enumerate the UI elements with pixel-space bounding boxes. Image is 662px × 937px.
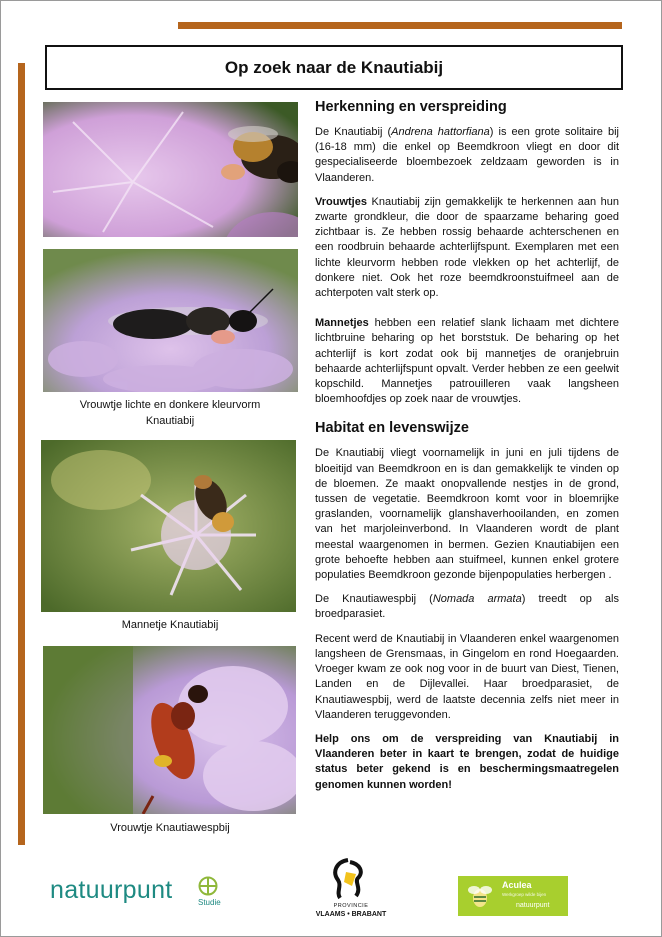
s1p1-latin-name: Andrena hattorfiana [391,126,490,138]
section1-paragraph1 [315,125,619,186]
bee-icon [464,880,496,912]
section2-paragraph1: De Knautiabij vliegt voornamelijk in juni en juli tijdens de bloeitijd van Beemdkroon en is dan gemakkelijk te vinden op de bloemen. Ze maakt onopvallende nestjes in de grond, tussen de vegetatie. Beemdkroon komt voor in bloemrijke graslanden, voornamelijk glanshaverhooilanden, en zomen van het marjoleinverbond. In Vlaanderen wordt de plant meestal waargenomen in bermen. Gezien Knautiabijen een grote behoefte hebben aan stuifmeel, kunnen enkel grotere populaties Beemdkroon gezonde bijenpopulaties herbergen . [315,447,619,582]
photo-male [41,440,296,612]
caption-male: Mannetje Knautiabij [121,619,219,631]
aculea-label: Aculea [502,880,532,890]
s1p3-text: hebben een relatief slank lichaam met dichtere lichtbruine beharing op het borststuk. De beharing op het achterlijf is kort zodat ook bij mannetjes de oranjebruin behaarde achterlijfspunt opvalt. Verder hebben ze een geelwit kopschild. Mannetjes patrouilleren vaak langsheen bloemhoofdjes op zoek naar de vrouwtjes. [315,317,619,406]
s1p1-text-b: ) is een grote solitaire bij (16-18 mm) die enkel op Beemdkroon vliegt en door dit gespecialiseerde bloembezoek zeldzaam geworden is in Vlaanderen. [315,126,619,184]
s1p2-bold: Vrouwtjes [315,195,367,208]
provincie-label-line2: VLAAMS • BRABANT [315,911,387,918]
photo-female-light [43,102,298,237]
s1p1-text-a: De Knautiabij ( [315,126,392,138]
provincie-emblem-icon [326,856,370,900]
aculea-natuurpunt-label: natuurpunt [516,902,550,909]
s2p2-latin-name: Nomada armata [432,593,522,606]
title-box [45,45,623,90]
caption-female-line2: Knautiabij [145,415,195,427]
natuurpunt-studie-logo [50,876,230,916]
provincie-label-line1: PROVINCIE [333,903,369,909]
s1p3-bold: Mannetjes [315,317,369,330]
section2-call-to-action: Help ons om de verspreiding van Knautiabij in Vlaanderen beter in kaart te brengen, zodat de huidige status beter gekend is en beschermingsmaatregelen genomen kunnen worden! [315,732,619,791]
s2p2-text-b: ) treedt op als broedparasiet. [315,593,619,621]
page-title: Op zoek naar de Knautiabij [224,57,444,77]
aculea-logo [458,876,568,916]
section2-paragraph2 [315,592,619,622]
caption-female-line1: Vrouwtje lichte en donkere kleurvorm [79,399,261,411]
photo-parasite [43,646,296,814]
caption-parasite: Vrouwtje Knautiawespbij [110,822,230,834]
natuurpunt-wordmark: natuurpunt [50,876,173,904]
section2-paragraph3: Recent werd de Knautiabij in Vlaanderen enkel waargenomen langsheen de Grensmaas, in Gingelom en rond Hoegaarden. Vroeger kwam ze ook nog voor in de buurt van Diest, Tienen, Landen en de Dijlevallei. Haar broedparasiet, de Knautiawespbij, werd de laatste decennia zelfs niet meer in Vlaanderen teruggevonden. [315,632,619,721]
provincie-vlaams-brabant-logo [310,856,392,926]
s1p2-text: Knautiabij zijn gemakkelijk te herkennen aan hun zwarte grondkleur, die door de spaarzame beharing goed zichtbaar is. Ze hebben rossig behaarde achterschenen en een roodbruin behaarde achterlijfspunt. Exemplaren met een lichte kleurvorm hebben rode vlekken op het achterlijf, de donkere niet. Ook het roze beemdkroonstuifmeel aan de achterpoten valt sterk op. [315,195,619,300]
aculea-sublabel: Werkgroep wilde bijen [502,892,547,897]
section1-paragraph3 [315,316,619,407]
left-accent-bar [18,63,25,845]
text-column [315,98,619,802]
top-accent-bar [178,22,622,29]
natuurpunt-emblem-icon [198,876,218,896]
caption-female [40,397,300,429]
section1-heading: Herkenning en verspreiding [315,99,507,115]
section2-heading: Habitat en levenswijze [315,420,469,437]
studie-label: Studie [198,898,221,907]
photo-female-dark [43,249,298,392]
section1-paragraph2 [315,195,619,301]
s2p2-text-a: De Knautiawespbij ( [315,593,433,606]
